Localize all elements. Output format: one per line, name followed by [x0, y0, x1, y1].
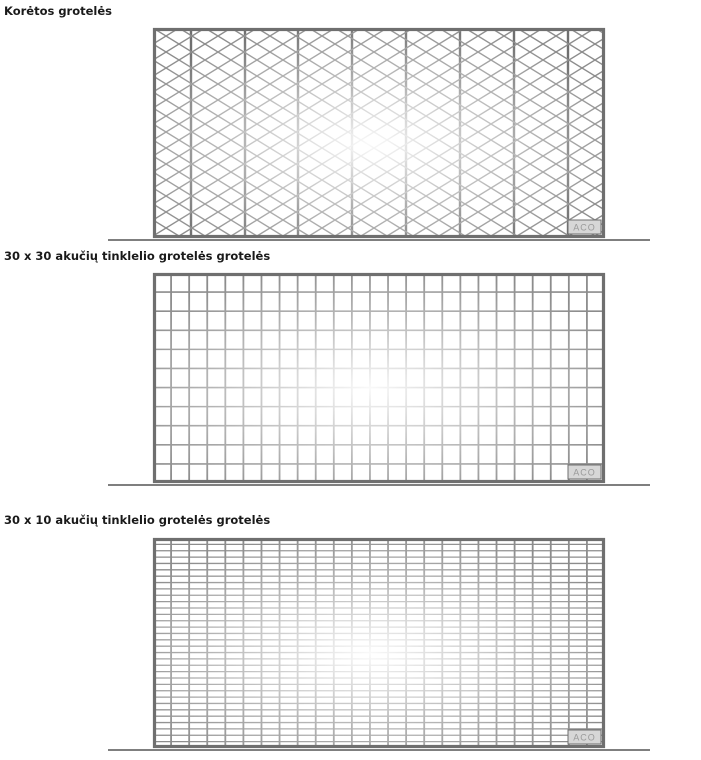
- mesh-strand: [153, 20, 701, 28]
- section-title-30x30-grating: 30 x 30 akučių tinklelio grotelės grotelės: [4, 249, 271, 263]
- grid-30x30-grating-figure: [0, 265, 701, 495]
- aco-logo: ACO: [573, 732, 596, 743]
- aco-logo: ACO: [573, 222, 596, 233]
- grid-30x10-grating-figure: [0, 530, 701, 760]
- mesh-strand: [153, 236, 701, 250]
- mesh-grating-illustration: [0, 20, 701, 250]
- metal-sheen: [153, 273, 605, 483]
- grid-30x10-grating-illustration: [0, 530, 701, 760]
- mesh-grating-figure: [0, 20, 701, 250]
- metal-sheen: [153, 28, 605, 238]
- section-title-mesh-grating: Korėtos grotelės: [4, 4, 113, 18]
- mesh-strand: [153, 20, 701, 28]
- metal-sheen: [153, 538, 605, 748]
- aco-logo: ACO: [573, 467, 596, 478]
- section-title-30x10-grating: 30 x 10 akučių tinklelio grotelės grotelės: [4, 513, 271, 527]
- grid-30x30-grating-illustration: [0, 265, 701, 495]
